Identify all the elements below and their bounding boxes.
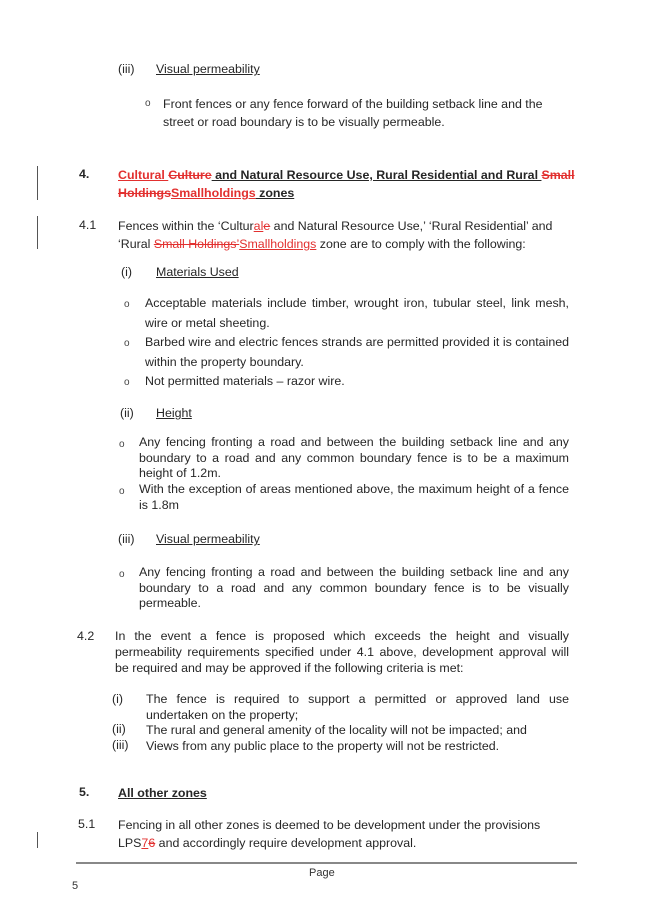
deleted-text: e: [263, 219, 271, 233]
section-5-heading: All other zones: [118, 786, 207, 800]
clause-number: 5.1: [78, 817, 96, 831]
criteria-number: (ii): [112, 722, 126, 736]
subheading-number: (iii): [118, 532, 135, 546]
deleted-text: Holdings: [118, 186, 171, 200]
clause-4-2: In the event a fence is proposed which exceeds the height and visually permeability requirements specified under 4.1 above, development approval will be required and may be approved if the following criteria is met:: [115, 629, 569, 675]
section-4-heading: Cultural Culture and Natural Resource Use, Rural Residential and Rural Small HoldingsSmallholdings zones: [118, 168, 575, 200]
section-number: 4.: [79, 167, 90, 181]
inserted-text: Smallholdings: [239, 237, 317, 251]
bullet-height-road: Any fencing fronting a road and between the building setback line and any boundary to a road and any common boundary fence is to be a maximum height of 1.2m.: [139, 435, 569, 480]
inserted-text: al: [253, 219, 264, 233]
clause-number: 4.1: [79, 218, 97, 232]
bullet-icon: o: [119, 569, 125, 580]
footer-page-number: 5: [72, 880, 79, 892]
footer-page-label: Page: [309, 867, 335, 879]
criteria-number: (i): [112, 692, 124, 706]
criteria-item: Views from any public place to the property will not be restricted.: [146, 739, 500, 753]
bullet-permeability: Any fencing fronting a road and between the building setback line and any boundary to a road and any common boundary fence is to be visually permeable.: [139, 565, 569, 610]
subheading-number: (ii): [120, 406, 134, 420]
bullet-icon: o: [119, 439, 125, 450]
subheading-number: (iii): [118, 62, 135, 76]
change-bar: [37, 832, 38, 848]
deleted-text: Small: [541, 168, 575, 182]
clause-5-1: Fencing in all other zones is deemed to be development under the provisions LPS76 and accordingly require development approval.: [118, 818, 541, 850]
subheading-height: [120, 404, 192, 422]
subheading-title: Height: [156, 406, 192, 420]
subheading-title: Materials Used: [156, 265, 239, 279]
criteria-number: (iii): [112, 738, 129, 752]
bullet-icon: o: [119, 486, 125, 497]
bullet-front-fences: Front fences or any fence forward of the building setback line and the street or road boundary is to be visually permeable.: [163, 97, 543, 129]
deleted-text: Culture: [168, 168, 212, 182]
criteria-item: The rural and general amenity of the locality will not be impacted; and: [146, 723, 527, 737]
change-bar: [37, 216, 38, 249]
bullet-materials-not-permitted: Not permitted materials – razor wire.: [145, 374, 345, 388]
bullet-icon: o: [145, 98, 151, 109]
bullet-icon: o: [124, 377, 130, 388]
deleted-text: Small Holdings’: [153, 237, 240, 251]
footer-divider: [76, 862, 577, 864]
deleted-text: 6: [148, 836, 156, 850]
inserted-text: Smallholdings: [171, 186, 256, 200]
subheading-visual-permeability: [118, 530, 260, 548]
subheading-visual-permeability-s3: [118, 60, 260, 78]
clause-number: 4.2: [77, 629, 95, 643]
change-bar: [37, 166, 38, 200]
subheading-number: (i): [121, 265, 133, 279]
subheading-title: Visual permeability: [156, 62, 260, 76]
subheading-title: Visual permeability: [156, 532, 260, 546]
criteria-item: The fence is required to support a permitted or approved land use undertaken on the property;: [146, 692, 569, 722]
subheading-materials-used: [121, 263, 239, 281]
bullet-materials-acceptable: Acceptable materials include timber, wrought iron, tubular steel, link mesh, wire or metal sheeting.: [145, 296, 569, 330]
bullet-height-exception: With the exception of areas mentioned above, the maximum height of a fence is 1.8m: [139, 482, 569, 512]
bullet-icon: o: [124, 299, 130, 310]
inserted-text: Cultural: [118, 168, 169, 182]
bullet-icon: o: [124, 338, 130, 349]
clause-4-1: Fences within the ‘Culturale and Natural Resource Use,’ ‘Rural Residential’ and ‘Rural Small Holdings’Smallholdings zone are to comply with the following:: [118, 219, 553, 251]
section-number: 5.: [79, 785, 90, 799]
inserted-text: 7: [141, 836, 149, 850]
bullet-materials-barbed-wire: Barbed wire and electric fences strands are permitted provided it is contained within the property boundary.: [145, 335, 569, 369]
